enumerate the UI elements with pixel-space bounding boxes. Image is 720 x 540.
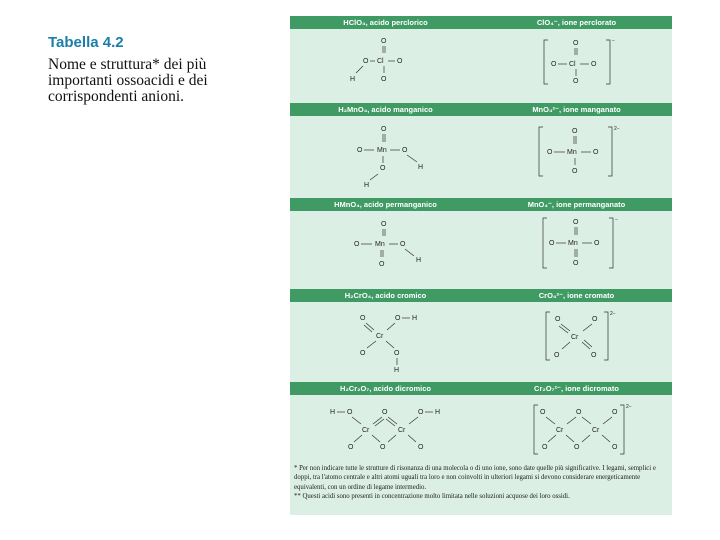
atom-label: O	[551, 61, 557, 68]
atom-label: O	[594, 240, 600, 247]
atom-label: O	[381, 126, 387, 133]
atom-label: H	[416, 257, 422, 264]
atom-label: O	[576, 409, 582, 416]
charge-label: −	[612, 38, 615, 44]
atom-label: O	[612, 409, 618, 416]
footnotes	[294, 464, 668, 502]
atom-label: O	[348, 444, 354, 451]
charge-label: 2−	[610, 311, 616, 317]
atom-label: O	[380, 165, 386, 172]
atom-label: O	[382, 409, 388, 416]
atom-label: O	[360, 315, 366, 322]
atom-label: O	[363, 58, 369, 65]
table-caption	[48, 34, 268, 105]
structure-mno4-ion	[543, 217, 618, 268]
charge-label: 2−	[614, 126, 620, 132]
atom-label: O	[379, 261, 385, 268]
caption-text: Nome e struttura* dei più importanti ossoacidi e dei corrispondenti anioni.	[48, 56, 208, 105]
structure-hmno4	[354, 221, 421, 268]
atom-label: O	[354, 241, 360, 248]
anion-name-1: ClO₄⁻, ione perclorato	[536, 18, 617, 27]
atom-label: O	[593, 149, 599, 156]
atom-label: O	[574, 444, 580, 451]
atom-label: O	[572, 128, 578, 135]
charge-label: 2−	[626, 404, 632, 410]
oxoacid-table	[290, 16, 672, 515]
atom-label: O	[394, 350, 400, 357]
anion-name-2: MnO₄²⁻, ione manganato	[532, 105, 621, 114]
atom-label: H	[330, 409, 336, 416]
atom-label: O	[573, 40, 579, 47]
atom-label: O	[573, 260, 579, 267]
structure-mno4-2-ion	[539, 126, 620, 176]
atom-label: O	[555, 316, 561, 323]
atom-label: H	[350, 76, 356, 83]
atom-label: O	[357, 147, 363, 154]
atom-label: O	[547, 149, 553, 156]
atom-label: O	[591, 352, 597, 359]
atom-label: Mn	[377, 147, 387, 154]
atom-label: O	[381, 221, 387, 228]
atom-label: Cr	[592, 427, 600, 434]
atom-label: Cl	[377, 58, 384, 65]
footnote-1: * Per non indicare tutte le strutture di risonanza di una molecola o di uno ione, sono date quelle più significative. I legami, semplici e doppi, tra l'atomo centrale e altri atomi uguali tra loro e non coinvolti in ulteriori legami si devono considerare energeticamente equivalenti, con un ordine di legame intermedio.	[294, 465, 656, 491]
atom-label: H	[364, 182, 370, 189]
atom-label: O	[360, 350, 366, 357]
atom-label: Cr	[362, 427, 370, 434]
charge-label: −	[615, 217, 618, 223]
structure-hclo4	[350, 38, 403, 83]
atom-label: O	[381, 38, 387, 45]
atom-label: O	[592, 316, 598, 323]
atom-label: H	[418, 164, 424, 171]
atom-label: O	[540, 409, 546, 416]
atom-label: O	[573, 78, 579, 85]
structure-clo4-ion	[544, 38, 615, 85]
atom-label: Mn	[567, 149, 577, 156]
structure-h2cr2o7	[330, 409, 440, 451]
atom-label: O	[542, 444, 548, 451]
atom-label: Cl	[569, 61, 576, 68]
footnote-2: ** Questi acidi sono presenti in concentrazione molto limitata nelle soluzioni acquose dei loro ossidi.	[294, 493, 570, 501]
atom-label: O	[572, 168, 578, 175]
atom-label: O	[395, 315, 401, 322]
atom-label: O	[418, 444, 424, 451]
anion-name-5: Cr₂O₇²⁻, ione dicromato	[534, 384, 619, 393]
acid-name-1: HClO₄, acido perclorico	[343, 18, 428, 27]
atom-label: H	[394, 367, 400, 374]
structure-diagrams	[290, 16, 672, 464]
structure-h2cro4	[360, 315, 417, 374]
anion-name-3: MnO₄⁻, ione permanganato	[527, 200, 626, 209]
acid-name-2: H₂MnO₄, acido manganico	[338, 105, 433, 114]
atom-label: O	[381, 76, 387, 83]
atom-label: Cr	[398, 427, 406, 434]
atom-label: O	[591, 61, 597, 68]
atom-label: O	[554, 352, 560, 359]
structure-cr2o7-2-ion	[534, 404, 632, 454]
atom-label: O	[347, 409, 353, 416]
atom-label: O	[549, 240, 555, 247]
atom-label: O	[573, 219, 579, 226]
structure-cro4-2-ion	[546, 311, 616, 360]
atom-label: Cr	[376, 333, 384, 340]
atom-label: Mn	[568, 240, 578, 247]
atom-label: O	[418, 409, 424, 416]
structure-h2mno4	[357, 126, 423, 189]
atom-label: O	[397, 58, 403, 65]
atom-label: Cr	[556, 427, 564, 434]
atom-label: O	[400, 241, 406, 248]
caption-title: Tabella 4.2	[48, 34, 124, 51]
atom-label: O	[612, 444, 618, 451]
acid-name-5: H₂Cr₂O₇, acido dicromico	[340, 384, 431, 393]
atom-label: H	[435, 409, 441, 416]
atom-label: Cr	[571, 334, 579, 341]
atom-label: H	[412, 315, 418, 322]
acid-name-3: HMnO₄, acido permanganico	[334, 200, 437, 209]
atom-label: O	[402, 147, 408, 154]
atom-label: O	[380, 444, 386, 451]
atom-label: Mn	[375, 241, 385, 248]
anion-name-4: CrO₄²⁻, ione cromato	[538, 291, 615, 300]
acid-name-4: H₂CrO₄, acido cromico	[344, 291, 427, 300]
